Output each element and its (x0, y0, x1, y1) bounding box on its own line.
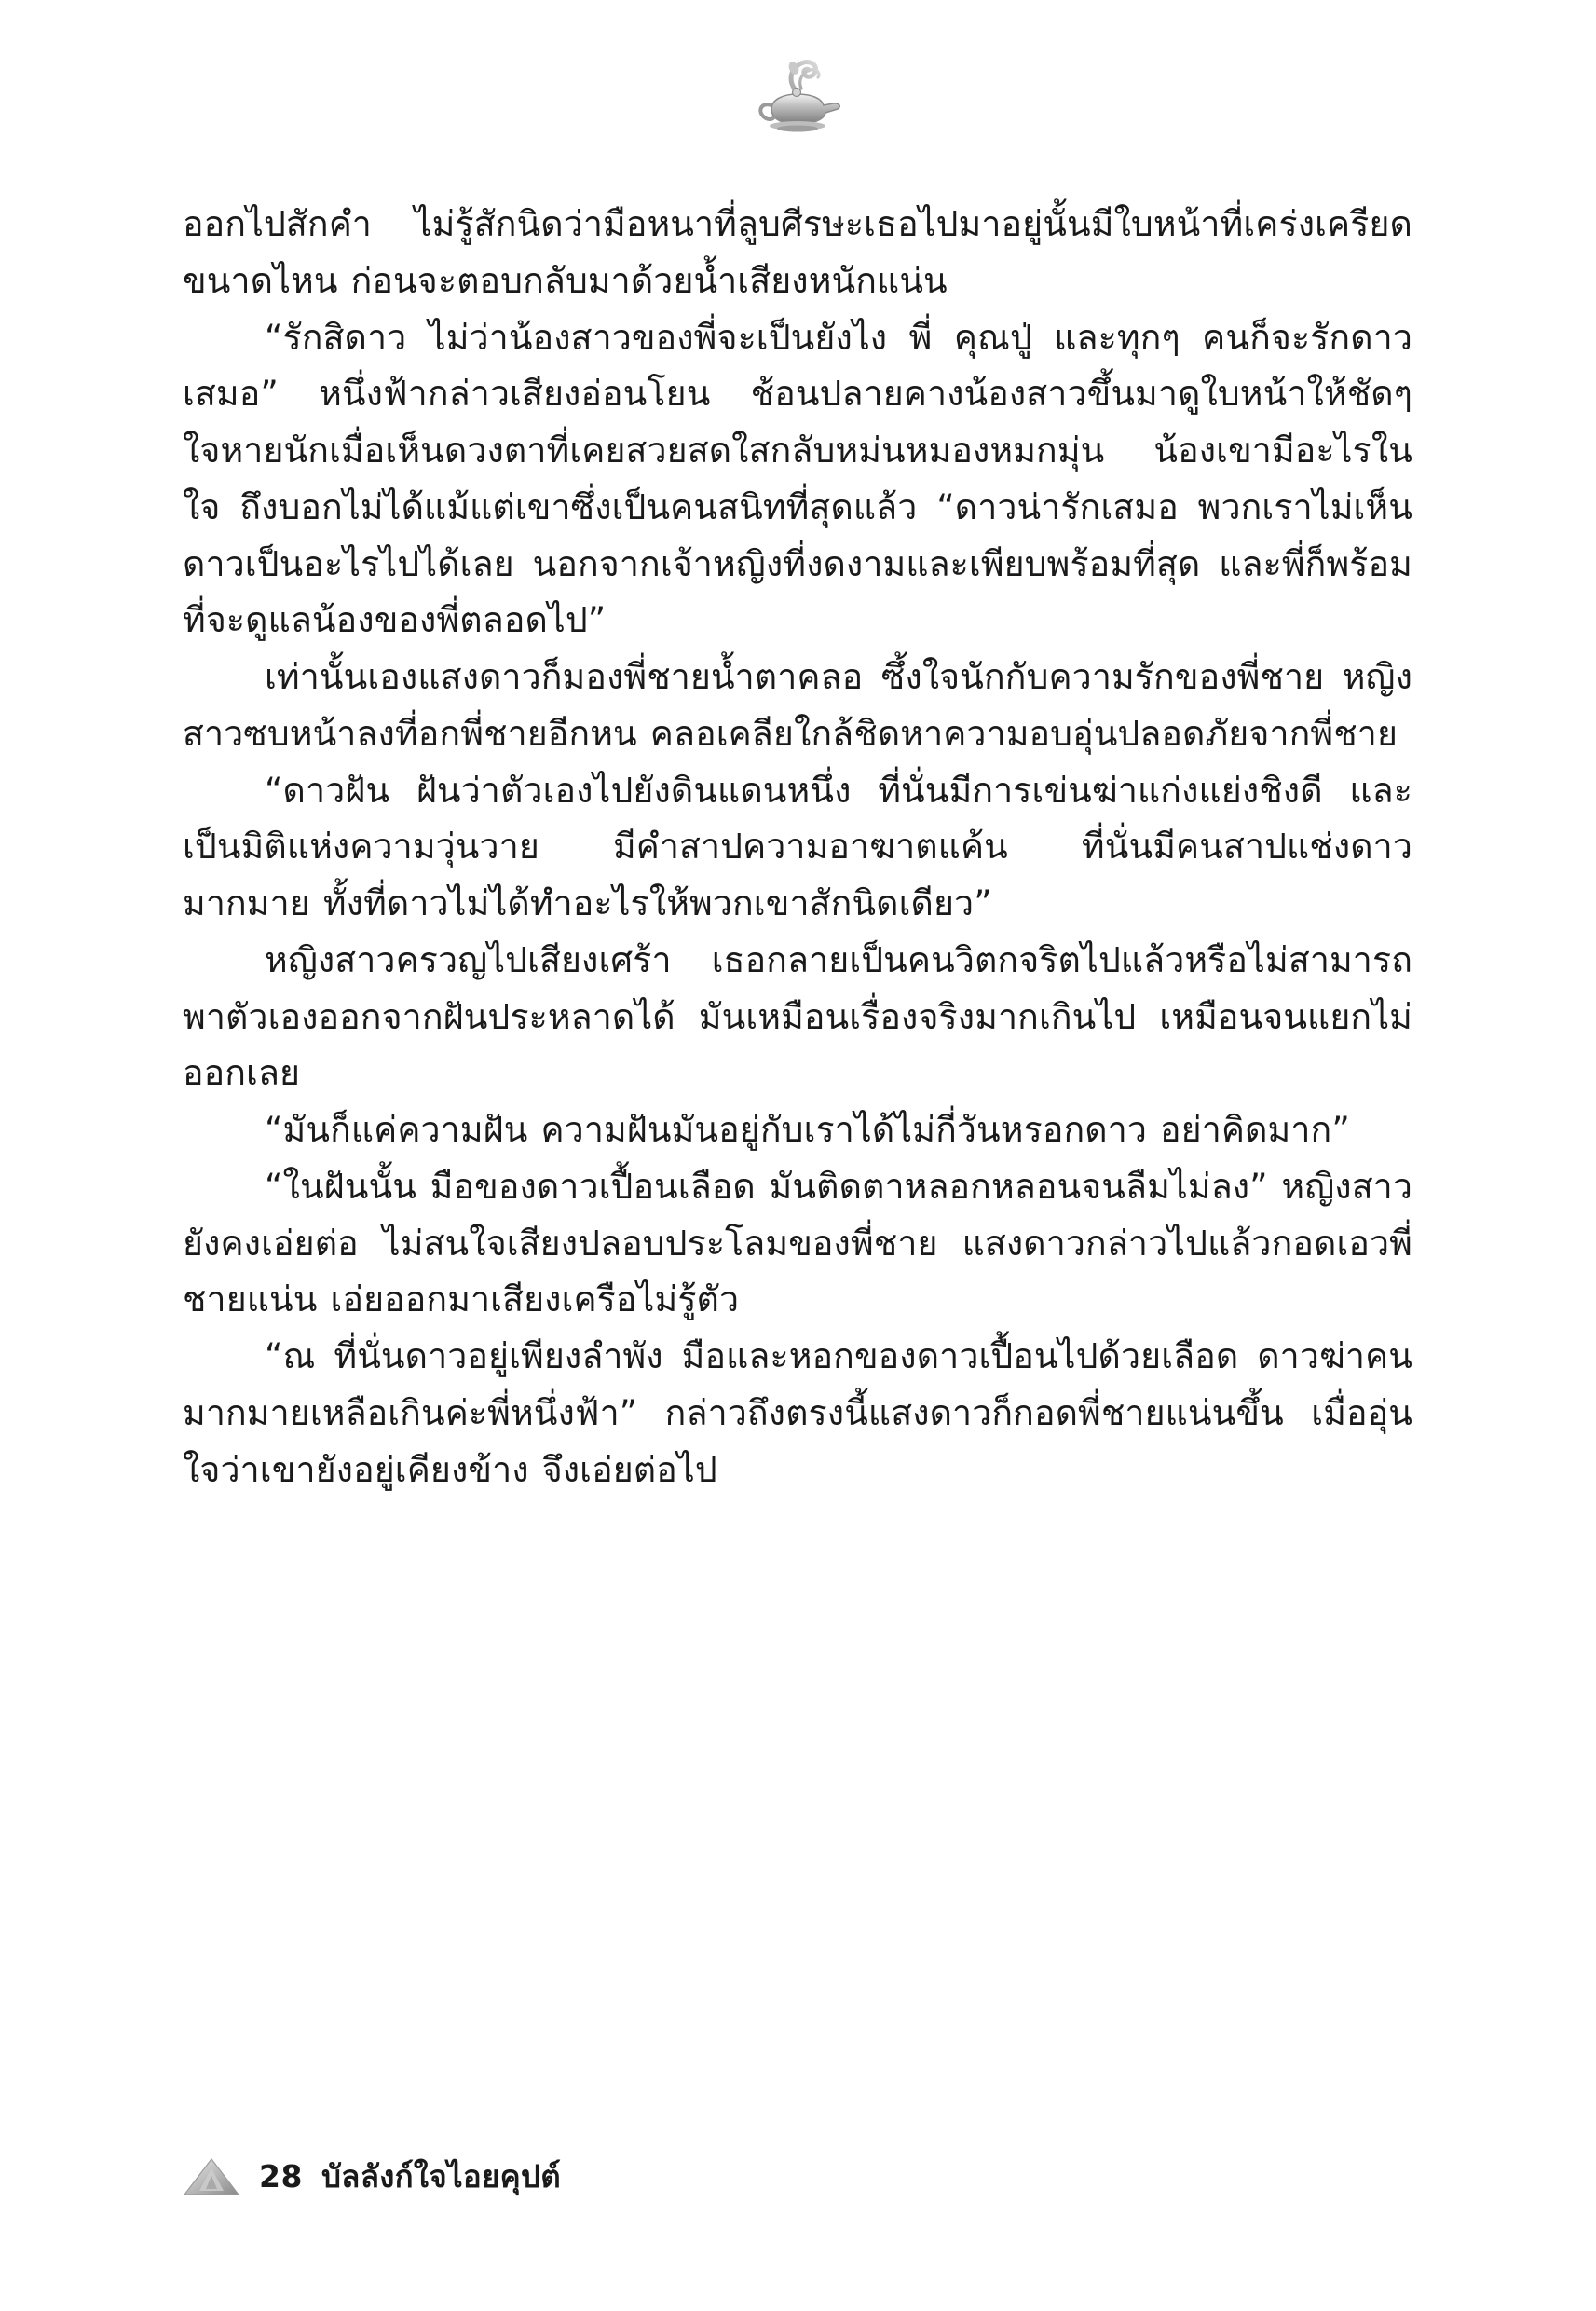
page-body-text (183, 196, 1412, 1497)
page-number: 28 (259, 2158, 303, 2195)
paragraph: ออกไปสักคำ ไม่รู้สักนิดว่ามือหนาที่ลูบศีรษะเธอไปมาอยู่นั้นมีใบหน้าที่เคร่งเครียดขนาดไหน ก่อนจะตอบกลับมาด้วยน้ำเสียงหนักแน่น (183, 203, 1412, 301)
paragraph: “ณ ที่นั่นดาวอยู่เพียงลำพัง มือและหอกของดาวเปื้อนไปด้วยเลือด ดาวฆ่าคนมากมายเหลือเกินค่ะพี่หนึ่งฟ้า” กล่าวถึงตรงนี้แสงดาวก็กอดพี่ชายแน่นขึ้น เมื่ออุ่นใจว่าเขายังอยู่เคียงข้าง จึงเอ่ยต่อไป (183, 1335, 1412, 1490)
genie-lamp-ornament-icon (729, 49, 868, 143)
paragraph: เท่านั้นเองแสงดาวก็มองพี่ชายน้ำตาคลอ ซึ้งใจนักกับความรักของพี่ชาย หญิงสาวซบหน้าลงที่อกพี่ชายอีกหน คลอเคลียใกล้ชิดหาความอบอุ่นปลอดภัยจากพี่ชาย (183, 656, 1412, 754)
triangle-mark-icon (183, 2155, 240, 2198)
header-ornament (0, 45, 1596, 147)
page-footer (183, 2152, 561, 2201)
book-title: บัลลังก์ใจไอยคุปต์ (321, 2158, 561, 2195)
paragraph: หญิงสาวครวญไปเสียงเศร้า เธอกลายเป็นคนวิตกจริตไปแล้วหรือไม่สามารถพาตัวเองออกจากฝันประหลาดได้ มันเหมือนเรื่องจริงมากเกินไป เหมือนจนแยกไม่ออกเลย (183, 938, 1412, 1094)
paragraph: “มันก็แค่ความฝัน ความฝันมันอยู่กับเราได้ไม่กี่วันหรอกดาว อย่าคิดมาก” (265, 1109, 1350, 1150)
paragraph: “ในฝันนั้น มือของดาวเปื้อนเลือด มันติดตาหลอกหลอนจนลืมไม่ลง” หญิงสาวยังคงเอ่ยต่อ ไม่สนใจเสียงปลอบประโลมของพี่ชาย แสงดาวกล่าวไปแล้วกอดเอวพี่ชายแน่น เอ่ยออกมาเสียงเครือไม่รู้ตัว (183, 1165, 1412, 1320)
paragraph: “ดาวฝัน ฝันว่าตัวเองไปยังดินแดนหนึ่ง ที่นั่นมีการเข่นฆ่าแก่งแย่งชิงดี และเป็นมิติแห่งความวุ่นวาย มีคำสาปความอาฆาตแค้น ที่นั่นมีคนสาปแช่งดาวมากมาย ทั้งที่ดาวไม่ได้ทำอะไรให้พวกเขาสักนิดเดียว” (183, 769, 1412, 923)
paragraph: “รักสิดาว ไม่ว่าน้องสาวของพี่จะเป็นยังไง พี่ คุณปู่ และทุกๆ คนก็จะรักดาวเสมอ” หนึ่งฟ้ากล่าวเสียงอ่อนโยน ช้อนปลายคางน้องสาวขึ้นมาดูใบหน้าให้ชัดๆ ใจหายนักเมื่อเห็นดวงตาที่เคยสวยสดใสกลับหม่นหมองหมกมุ่น น้องเขามีอะไรในใจ ถึงบอกไม่ได้แม้แต่เขาซึ่งเป็นคนสนิทที่สุดแล้ว “ดาวน่ารักเสมอ พวกเราไม่เห็นดาวเป็นอะไรไปได้เลย นอกจากเจ้าหญิงที่งดงามและเพียบพร้อมที่สุด และพี่ก็พร้อมที่จะดูแลน้องของพี่ตลอดไป” (183, 316, 1412, 641)
